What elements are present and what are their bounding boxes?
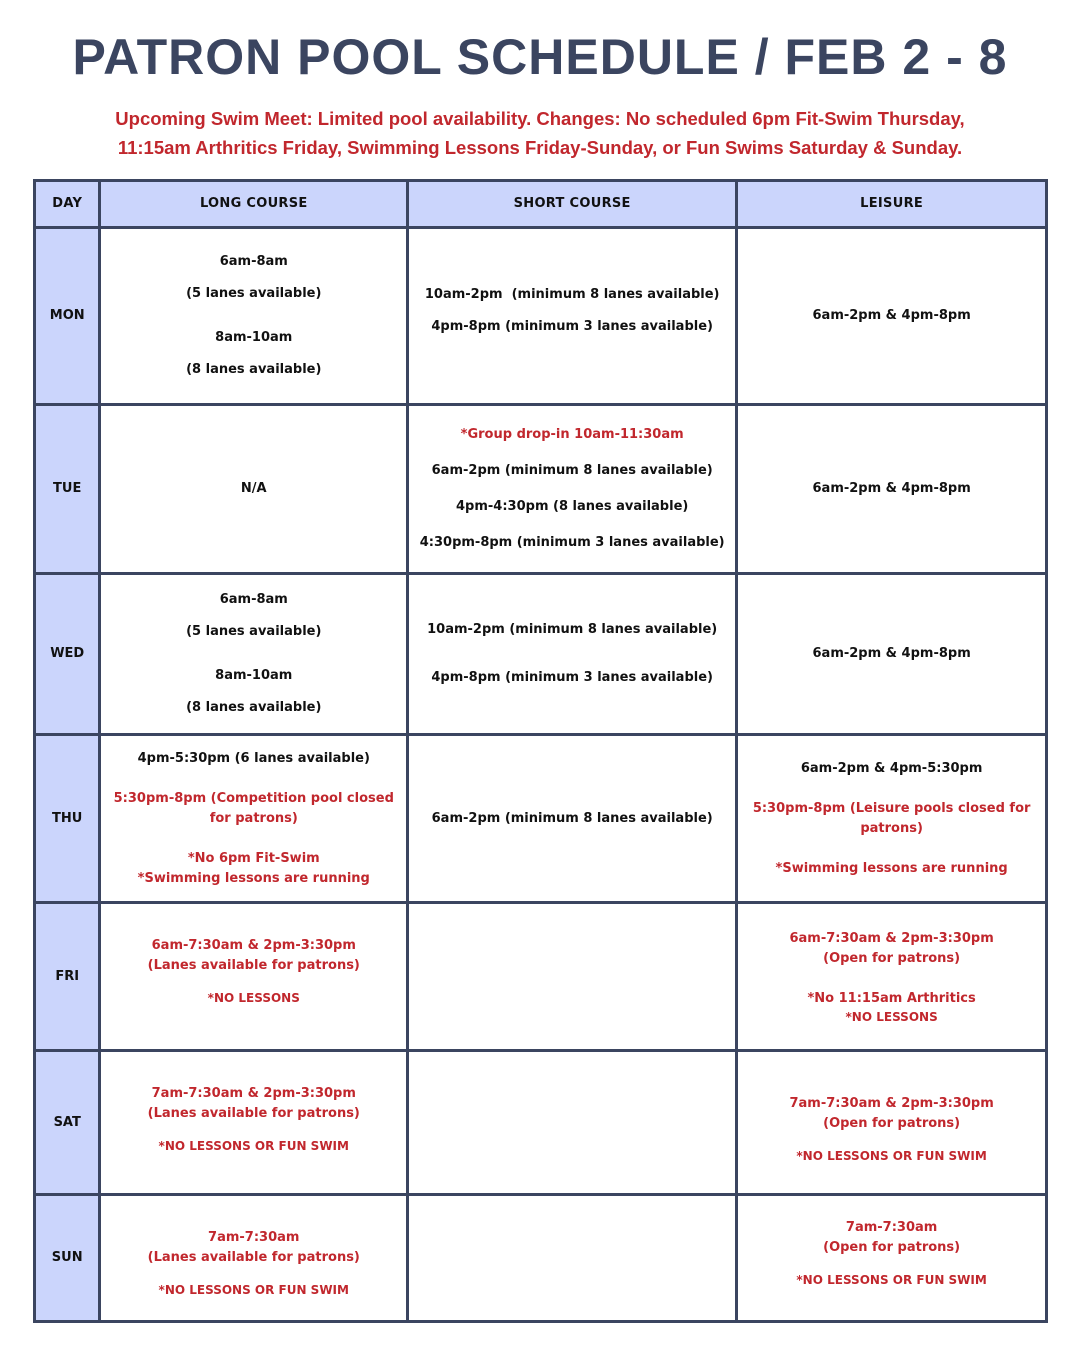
table-row-sat: [35, 1051, 1047, 1195]
short-course-cell-empty: [408, 1051, 737, 1195]
time-slot: 7am-7:30am: [208, 1230, 300, 1245]
patron-note: (Open for patrons): [823, 1240, 961, 1255]
column-header-leisure: LEISURE: [737, 181, 1047, 228]
time-slot: 7am-7:30am & 2pm-3:30pm: [789, 1096, 994, 1111]
notice-line: Upcoming Swim Meet: Limited pool availability. Changes: No scheduled 6pm Fit-Swim Thursday,: [115, 108, 965, 129]
leisure-cell: [737, 903, 1047, 1051]
day-cell: THU: [35, 735, 100, 903]
time-slot: 4pm-8pm (minimum 3 lanes available): [431, 319, 713, 334]
day-cell: MON: [35, 228, 100, 405]
swim-meet-notice: [60, 104, 1020, 162]
lane-info: (5 lanes available): [186, 286, 322, 301]
column-header-long-course: LONG COURSE: [100, 181, 408, 228]
time-slot: 8am-10am: [215, 330, 293, 345]
table-row-thu: [35, 735, 1047, 903]
lessons-fun-swim-alert: *NO LESSONS OR FUN SWIM: [158, 1283, 349, 1297]
day-cell: SUN: [35, 1195, 100, 1322]
short-course-cell-empty: [408, 903, 737, 1051]
lessons-fun-swim-alert: *NO LESSONS OR FUN SWIM: [796, 1149, 987, 1163]
table-row-tue: [35, 405, 1047, 574]
notice-line: 11:15am Arthritics Friday, Swimming Lessons Friday-Sunday, or Fun Swims Saturday & Sunday.: [117, 137, 963, 158]
lessons-alert: *NO LESSONS: [207, 991, 300, 1005]
lane-info: (8 lanes available): [186, 700, 322, 715]
table-row-mon: [35, 228, 1047, 405]
not-available-text: N/A: [240, 481, 267, 496]
time-slot: 6am-7:30am & 2pm-3:30pm: [151, 938, 356, 953]
time-slot: 6am-8am: [219, 254, 288, 269]
long-course-cell: [100, 903, 408, 1051]
patron-note: (Open for patrons): [823, 1116, 961, 1131]
time-slot: 10am-2pm (minimum 8 lanes available): [424, 287, 720, 302]
time-slot: 6am-2pm & 4pm-8pm: [812, 646, 971, 661]
time-slot: 4:30pm-8pm (minimum 3 lanes available): [419, 535, 725, 550]
time-slot: 6am-7:30am & 2pm-3:30pm: [789, 930, 994, 946]
patron-note: (Open for patrons): [823, 950, 961, 966]
leisure-cell: [737, 405, 1047, 574]
short-course-cell: [408, 735, 737, 903]
leisure-cell: [737, 1195, 1047, 1322]
day-cell: FRI: [35, 903, 100, 1051]
day-cell: TUE: [35, 405, 100, 574]
time-slot: 4pm-5:30pm (6 lanes available): [137, 750, 370, 766]
time-slot: 6am-2pm (minimum 8 lanes available): [431, 463, 713, 478]
time-slot: 10am-2pm (minimum 8 lanes available): [427, 622, 718, 637]
lessons-fun-swim-alert: *NO LESSONS OR FUN SWIM: [796, 1273, 987, 1287]
long-course-cell: [100, 228, 408, 405]
patron-note: (Lanes available for patrons): [147, 1250, 360, 1265]
lessons-alert: *NO LESSONS: [845, 1009, 938, 1024]
short-course-cell: [408, 405, 737, 574]
long-course-cell: [100, 405, 408, 574]
time-slot: 4pm-4:30pm (8 lanes available): [456, 499, 689, 514]
table-row-wed: [35, 574, 1047, 735]
arthritics-alert: *No 11:15am Arthritics: [807, 990, 976, 1006]
long-course-cell: [100, 574, 408, 735]
lessons-fun-swim-alert: *NO LESSONS OR FUN SWIM: [158, 1139, 349, 1153]
long-course-cell: [100, 735, 408, 903]
long-course-cell: [100, 1051, 408, 1195]
day-cell: WED: [35, 574, 100, 735]
table-header-row: [35, 181, 1047, 228]
leisure-cell: [737, 735, 1047, 903]
time-slot: 8am-10am: [215, 668, 293, 683]
pool-schedule-table: [33, 179, 1048, 1323]
leisure-cell: [737, 228, 1047, 405]
table-row-fri: [35, 903, 1047, 1051]
short-course-cell: [408, 228, 737, 405]
closure-alert: 5:30pm-8pm (Competition pool closed for patrons): [113, 790, 394, 826]
closure-alert: 5:30pm-8pm (Leisure pools closed for patrons): [752, 800, 1031, 836]
day-cell: SAT: [35, 1051, 100, 1195]
column-header-short-course: SHORT COURSE: [408, 181, 737, 228]
long-course-cell: [100, 1195, 408, 1322]
short-course-cell: [408, 574, 737, 735]
time-slot: 6am-2pm & 4pm-8pm: [812, 481, 971, 496]
fit-swim-alert: *No 6pm Fit-Swim: [187, 850, 320, 866]
page-title: PATRON POOL SCHEDULE / FEB 2 - 8: [72, 29, 1008, 85]
short-course-cell-empty: [408, 1195, 737, 1322]
lane-info: (8 lanes available): [186, 362, 322, 377]
patron-note: (Lanes available for patrons): [147, 1106, 360, 1121]
time-slot: 6am-2pm & 4pm-5:30pm: [800, 760, 983, 776]
time-slot: 6am-2pm & 4pm-8pm: [812, 308, 971, 323]
time-slot: 6am-2pm (minimum 8 lanes available): [431, 810, 713, 826]
leisure-cell: [737, 1051, 1047, 1195]
patron-note: (Lanes available for patrons): [147, 958, 360, 973]
lane-info: (5 lanes available): [186, 624, 322, 639]
time-slot: 4pm-8pm (minimum 3 lanes available): [431, 670, 713, 685]
leisure-cell: [737, 574, 1047, 735]
time-slot: 6am-8am: [219, 592, 288, 607]
time-slot: 7am-7:30am & 2pm-3:30pm: [151, 1086, 356, 1101]
table-row-sun: [35, 1195, 1047, 1322]
time-slot: 7am-7:30am: [845, 1220, 938, 1235]
lessons-alert: *Swimming lessons are running: [137, 870, 370, 886]
lessons-alert: *Swimming lessons are running: [775, 860, 1008, 876]
group-drop-in-alert: *Group drop-in 10am-11:30am: [460, 427, 684, 442]
column-header-day: DAY: [35, 181, 100, 228]
